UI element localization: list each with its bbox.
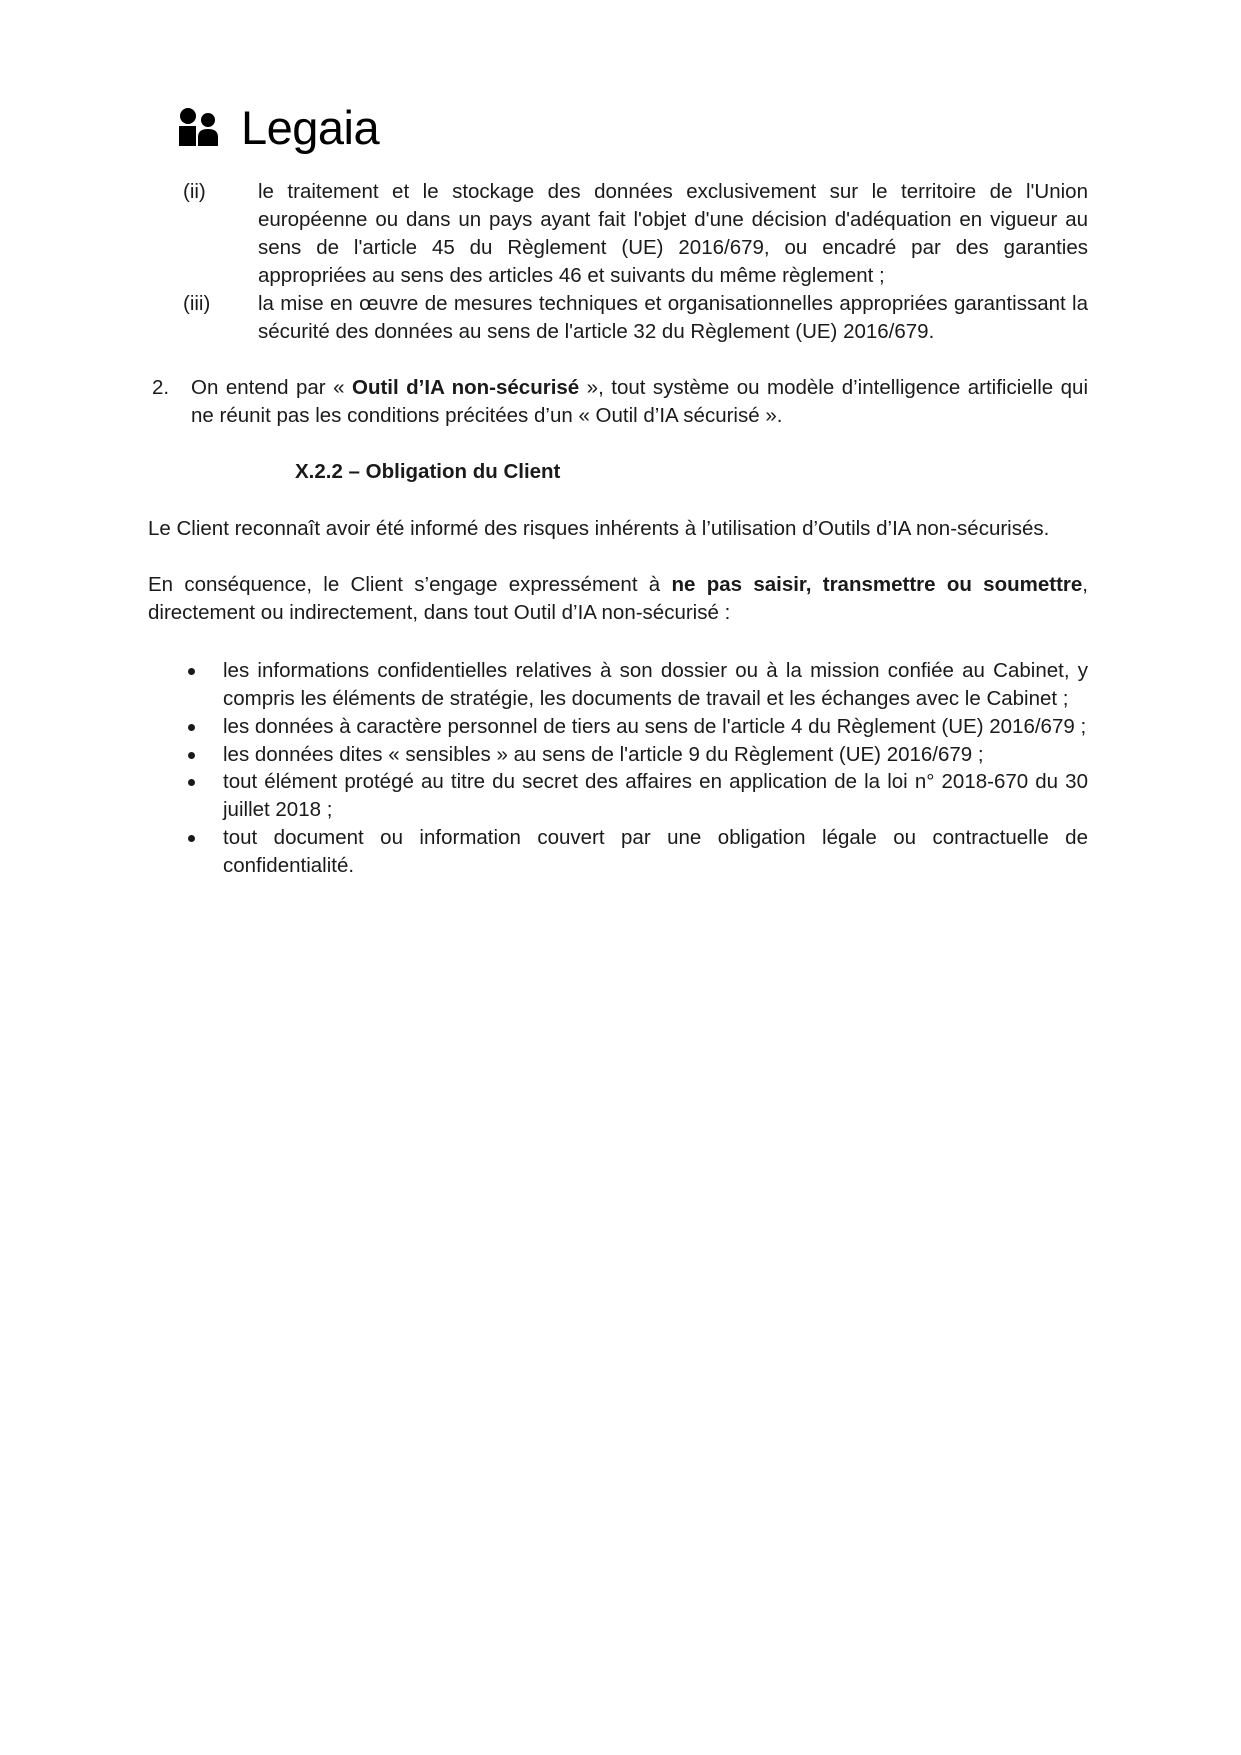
bold-term: Outil d’IA non-sécurisé [352, 376, 580, 399]
legaia-logo [179, 102, 379, 152]
roman-numeral: (ii) [183, 180, 206, 203]
paragraph: Le Client reconnaît avoir été informé des risques inhérents à l’utilisation d’Outils d’IA non-sécurisés. [148, 517, 1050, 540]
text-run: On entend par « [191, 376, 352, 399]
bullet-icon [188, 835, 195, 842]
bold-phrase: ne pas saisir, transmettre ou soumettre [671, 573, 1083, 596]
bullet-icon [188, 752, 195, 759]
bullet-icon [188, 724, 195, 731]
bullet-text: tout élément protégé au titre du secret des affaires en application de la loi n° 2018-670 du 30 juillet 2018 ; [223, 770, 1088, 821]
numbered-paragraph-text [191, 374, 1088, 430]
section-heading: X.2.2 – Obligation du Client [295, 460, 561, 483]
bullet-text: tout document ou information couvert par une obligation légale ou contractuelle de confidentialité. [223, 826, 1088, 877]
roman-item-text: la mise en œuvre de mesures techniques et organisationnelles appropriées garantissant la sécurité des données au sens de l'article 32 du Règlement (UE) 2016/679. [258, 292, 1088, 343]
bullet-text: les données dites « sensibles » au sens de l'article 9 du Règlement (UE) 2016/679 ; [223, 743, 984, 766]
roman-item-text: le traitement et le stockage des données exclusivement sur le territoire de l'Union européenne ou dans un pays ayant fait l'objet d'une décision d'adéquation en vigueur au sens de l'article 45 du Règlement (UE) 2016/679, ou encadré par des garanties appropriées au sens des articles 46 et suivants du même règlement ; [258, 180, 1088, 287]
bullet-text: les données à caractère personnel de tiers au sens de l'article 4 du Règlement (UE) 2016/679 ; [223, 715, 1087, 738]
legaia-logo-icon [179, 107, 219, 147]
text-run: En conséquence, le Client s’engage expressément à [148, 573, 672, 596]
logo-wordmark: Legaia [241, 100, 380, 154]
bullet-icon [188, 668, 195, 675]
text-run: », tout système ou modèle d’intelligence artificielle qui ne réunit pas les conditions précitées d’un « Outil d’IA sécurisé ». [191, 376, 1088, 427]
roman-numeral: (iii) [183, 292, 211, 315]
paragraph-number: 2. [152, 376, 170, 399]
bullet-text: les informations confidentielles relatives à son dossier ou à la mission confiée au Cabinet, y compris les éléments de stratégie, les documents de travail et les échanges avec le Cabinet ; [223, 659, 1088, 710]
paragraph [148, 571, 1088, 627]
text-run: , directement ou indirectement, dans tout Outil d’IA non-sécurisé : [148, 573, 1088, 624]
bullet-icon [188, 779, 195, 786]
